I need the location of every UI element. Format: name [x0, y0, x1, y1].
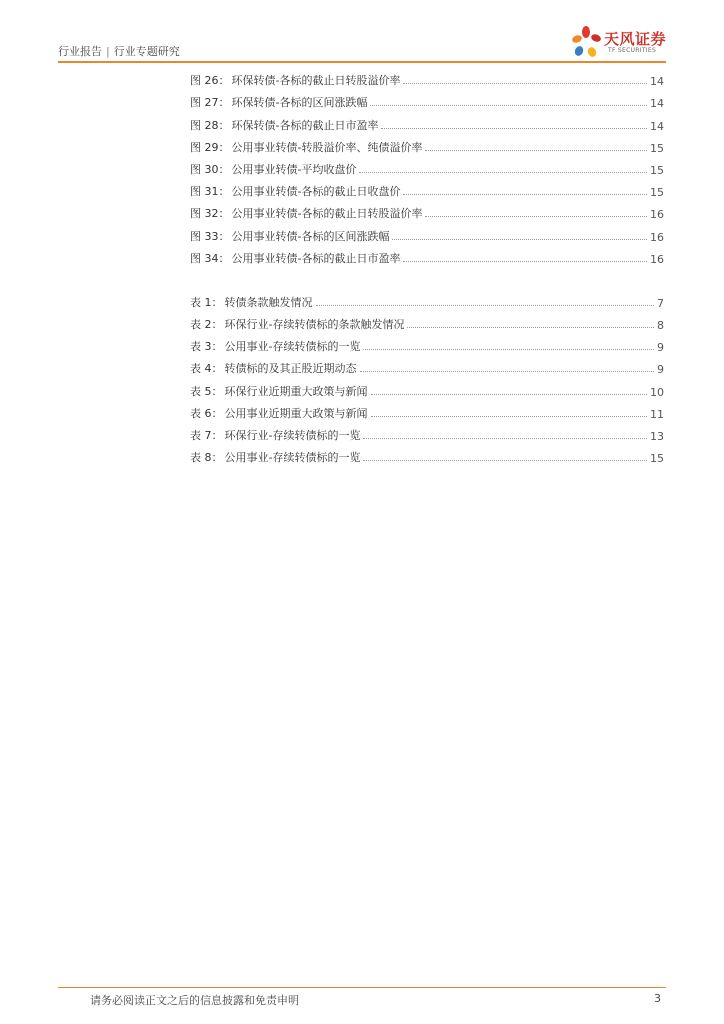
entry-page-number: 16 [650, 230, 664, 244]
entry-title: 环保行业-存续转债标的条款触发情况 [224, 318, 405, 332]
dot-leader [407, 327, 654, 328]
entry-label: 表 3： [190, 340, 223, 354]
dot-leader [403, 261, 647, 262]
entry-title: 公用事业转债-转股溢价率、纯债溢价率 [231, 140, 423, 154]
entry-page-number: 11 [650, 407, 664, 421]
entry-label: 表 5： [190, 384, 223, 398]
toc-table-entry[interactable] [190, 421, 664, 443]
dot-leader [371, 416, 648, 417]
dot-leader [363, 349, 654, 350]
entry-title: 公用事业转债-各标的截止日转股溢价率 [231, 207, 423, 221]
toc-table-entry[interactable] [190, 310, 664, 332]
toc-figure-entry[interactable] [190, 177, 664, 199]
logo-english-name: TF SECURITIES [608, 47, 657, 54]
entry-title: 环保转债-各标的截止日转股溢价率 [231, 74, 401, 88]
entry-label: 图 31： [190, 185, 230, 199]
entry-page-number: 8 [657, 319, 664, 333]
toc-table-entry[interactable] [190, 288, 664, 310]
dot-leader [403, 194, 647, 195]
logo-name: 天风证券 [604, 30, 667, 48]
list-gap [190, 266, 664, 288]
entry-page-number: 16 [650, 208, 664, 222]
entry-page-number: 9 [657, 341, 664, 355]
entry-title: 公用事业转债-平均收盘价 [231, 162, 357, 176]
entry-page-number: 14 [650, 75, 664, 89]
entry-title: 转债条款触发情况 [224, 295, 313, 309]
entry-label: 图 33： [190, 229, 230, 243]
dot-leader [425, 150, 647, 151]
company-logo [570, 24, 670, 60]
entry-label: 图 27： [190, 96, 230, 110]
toc-figure-entry[interactable] [190, 66, 664, 88]
table-of-contents [190, 66, 664, 465]
entry-label: 图 26： [190, 74, 230, 88]
entry-title: 公用事业转债-各标的截止日收盘价 [231, 185, 401, 199]
entry-label: 图 30： [190, 162, 230, 176]
entry-label: 表 8： [190, 451, 223, 465]
toc-table-entry[interactable] [190, 332, 664, 354]
entry-title: 环保转债-各标的区间涨跌幅 [231, 96, 368, 110]
dot-leader [359, 172, 647, 173]
report-type: 行业报告 [58, 45, 102, 58]
toc-figure-entry[interactable] [190, 133, 664, 155]
entry-page-number: 15 [650, 186, 664, 200]
entry-title: 公用事业转债-各标的截止日市盈率 [231, 251, 401, 265]
toc-table-entry[interactable] [190, 443, 664, 465]
entry-title: 公用事业-存续转债标的一览 [224, 340, 361, 354]
toc-figure-entry[interactable] [190, 155, 664, 177]
report-subtype: 行业专题研究 [113, 45, 180, 58]
entry-label: 图 29： [190, 140, 230, 154]
dot-leader [425, 216, 647, 217]
entry-page-number: 15 [650, 141, 664, 155]
dot-leader [392, 239, 647, 240]
entry-title: 公用事业近期重大政策与新闻 [224, 406, 368, 420]
entry-label: 表 1： [190, 295, 223, 309]
entry-page-number: 14 [650, 119, 664, 133]
header-separator: | [106, 45, 110, 58]
entry-page-number: 15 [650, 452, 664, 466]
entry-label: 表 4： [190, 362, 223, 376]
figure-list [190, 66, 664, 266]
dot-leader [371, 394, 648, 395]
dot-leader [316, 305, 655, 306]
entry-label: 表 2： [190, 318, 223, 332]
entry-title: 环保转债-各标的截止日市盈率 [231, 118, 379, 132]
dot-leader [403, 83, 647, 84]
header-rule [58, 61, 666, 63]
entry-label: 图 32： [190, 207, 230, 221]
entry-title: 环保行业-存续转债标的一览 [224, 429, 361, 442]
entry-page-number: 15 [650, 163, 664, 177]
dot-leader [360, 371, 655, 372]
entry-page-number: 13 [650, 430, 664, 443]
entry-title: 公用事业-存续转债标的一览 [224, 451, 361, 465]
toc-figure-entry[interactable] [190, 221, 664, 243]
logo-flower-icon [570, 24, 604, 60]
toc-figure-entry[interactable] [190, 199, 664, 221]
entry-title: 环保行业近期重大政策与新闻 [224, 384, 368, 398]
dot-leader [363, 438, 647, 439]
toc-table-entry[interactable] [190, 354, 664, 376]
toc-table-entry[interactable] [190, 399, 664, 421]
entry-page-number: 14 [650, 97, 664, 111]
entry-label: 表 7： [190, 429, 223, 442]
toc-figure-entry[interactable] [190, 110, 664, 132]
entry-page-number: 9 [657, 363, 664, 377]
entry-title: 转债标的及其正股近期动态 [224, 362, 357, 376]
entry-label: 图 28： [190, 118, 230, 132]
dot-leader [363, 460, 647, 461]
toc-table-entry[interactable] [190, 376, 664, 398]
footer-rule [58, 987, 666, 988]
entry-label: 图 34： [190, 251, 230, 265]
toc-figure-entry[interactable] [190, 244, 664, 266]
dot-leader [370, 105, 647, 106]
header-report-label [58, 43, 180, 59]
page-number: 3 [654, 992, 661, 1005]
entry-label: 表 6： [190, 406, 223, 420]
entry-page-number: 10 [650, 385, 664, 399]
footer-disclaimer: 请务必阅读正文之后的信息披露和免责申明 [90, 994, 299, 1007]
toc-figure-entry[interactable] [190, 88, 664, 110]
entry-title: 公用事业转债-各标的区间涨跌幅 [231, 229, 390, 243]
entry-page-number: 7 [657, 296, 664, 310]
entry-page-number: 16 [650, 252, 664, 266]
table-list [190, 288, 664, 466]
dot-leader [381, 128, 647, 129]
